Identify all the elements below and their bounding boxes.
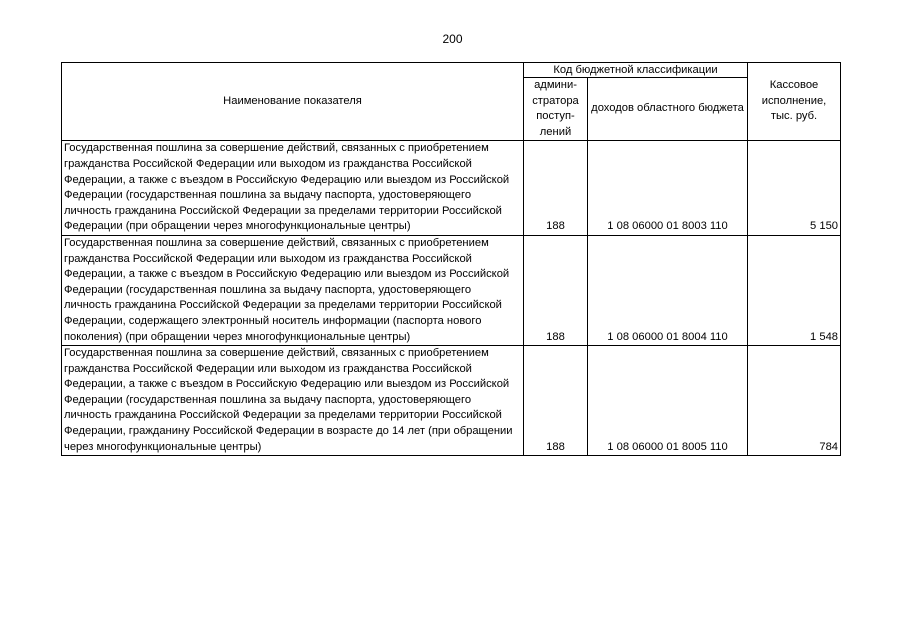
table-row bbox=[62, 235, 841, 345]
row-income-code: 1 08 06000 01 8005 110 bbox=[588, 346, 748, 456]
row-amount: 5 150 bbox=[748, 141, 841, 236]
header-income: доходов областного бюджета bbox=[588, 78, 748, 141]
row-admin-code: 188 bbox=[524, 235, 588, 345]
row-admin-code: 188 bbox=[524, 141, 588, 236]
row-amount: 1 548 bbox=[748, 235, 841, 345]
row-admin-code: 188 bbox=[524, 346, 588, 456]
table-row bbox=[62, 346, 841, 456]
page-number: 200 bbox=[442, 32, 463, 46]
row-income-code: 1 08 06000 01 8004 110 bbox=[588, 235, 748, 345]
row-income-code: 1 08 06000 01 8003 110 bbox=[588, 141, 748, 236]
header-row-1 bbox=[62, 63, 841, 78]
row-amount: 784 bbox=[748, 346, 841, 456]
header-classification-group: Код бюджетной классификации bbox=[524, 63, 748, 78]
header-name: Наименование показателя bbox=[62, 63, 524, 141]
row-name: Государственная пошлина за совершение действий, связанных с приобретением гражданства Российской Федерации или выходом из гражданства Российской Федерации, а также с въездом в Российскую Федерацию или выездом из Российской Федерации (государственная пошлина за выдачу паспорта, удостоверяющего личность гражданина Российской Федерации за пределами территории Российской Федерации (при обращении через многофункциональные центры) bbox=[62, 141, 524, 236]
row-name: Государственная пошлина за совершение действий, связанных с приобретением гражданства Российской Федерации или выходом из гражданства Российской Федерации, а также с въездом в Российскую Федерацию или выездом из Российской Федерации (государственная пошлина за выдачу паспорта, удостоверяющего личность гражданина Российской Федерации за пределами территории Российской Федерации, гражданину Российской Федерации в возрасте до 14 лет (при обращении через многофункциональные центры) bbox=[62, 346, 524, 456]
row-name: Государственная пошлина за совершение действий, связанных с приобретением гражданства Российской Федерации или выходом из гражданства Российской Федерации, а также с въездом в Российскую Федерацию или выездом из Российской Федерации (государственная пошлина за выдачу паспорта, удостоверяющего личность гражданина Российской Федерации за пределами территории Российской Федерации, содержащего электронный носитель информации (паспорта нового поколения) (при обращении через многофункциональные центры) bbox=[62, 235, 524, 345]
table-row bbox=[62, 141, 841, 236]
header-cash-execution: Кассовое исполнение, тыс. руб. bbox=[748, 63, 841, 141]
header-administrator: админи-стратора поступ-лений bbox=[524, 78, 588, 141]
budget-table bbox=[61, 62, 841, 456]
